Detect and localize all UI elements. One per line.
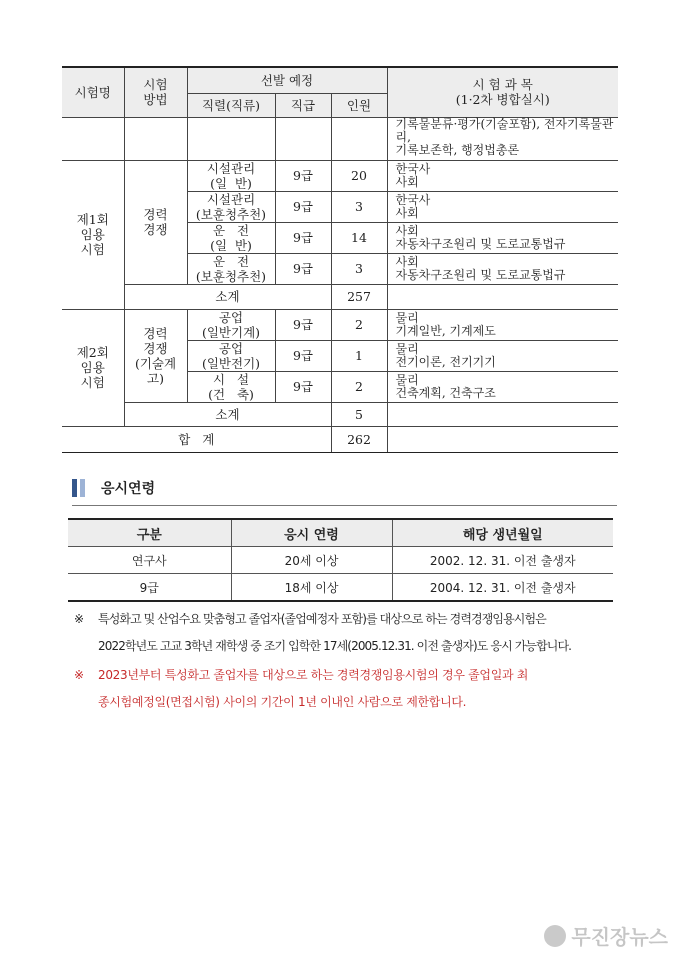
- job-cell: 시설관리 (일 반): [187, 160, 275, 191]
- grade-cell: 9급: [275, 371, 331, 402]
- header-exam-method-text: 시험 방법: [143, 77, 168, 108]
- grade-cell: 9급: [275, 160, 331, 191]
- round1-name: 제1회 임용 시험: [62, 160, 124, 309]
- table-row: [68, 574, 613, 602]
- job-cell: 시설관리 (보훈청추천): [187, 191, 275, 222]
- round2-method: 경력 경쟁 (기술계고): [124, 309, 187, 402]
- count-cell: 3: [331, 191, 387, 222]
- header-selection-plan: 선발 예정: [187, 67, 387, 93]
- age-section-heading: [72, 478, 155, 498]
- header-subjects-note: (1·2차 병합실시): [455, 92, 550, 108]
- total-label: 합 계: [62, 426, 331, 452]
- total-row: [62, 426, 618, 452]
- subjects-cell: 한국사 사회: [387, 160, 618, 191]
- age-table: [68, 518, 613, 602]
- job-cell: 운 전 (보훈청추천): [187, 253, 275, 284]
- header-subjects: [387, 67, 618, 117]
- note1-line1: 특성화고 및 산업수요 맞춤형고 졸업자(졸업예정자 포함)를 대상으로 하는 경력경쟁임용시험은: [98, 612, 546, 626]
- age-cell: 18세 이상: [231, 574, 392, 602]
- age-section-title: 응시연령: [101, 481, 156, 497]
- truncated-subjects: 기록물분류·평가(기술포함), 전자기록물관리, 기록보존학, 행정법총론: [387, 117, 618, 160]
- age-cell: 9급: [68, 574, 231, 602]
- grade-cell: 9급: [275, 253, 331, 284]
- round2-subtotal: 5: [331, 402, 387, 426]
- age-cell: 2004. 12. 31. 이전 출생자: [392, 574, 613, 602]
- age-header-birthdate: 해당 생년월일: [392, 519, 613, 547]
- round1-subtotal-label: 소계: [124, 284, 331, 309]
- age-cell: 2002. 12. 31. 이전 출생자: [392, 547, 613, 574]
- exam-schedule-table: [62, 66, 618, 453]
- note2-line1: 2023년부터 특성화고 졸업자를 대상으로 하는 경력경쟁임용시험의 경우 졸업일과 최: [98, 668, 529, 682]
- note-mark: ※: [74, 668, 85, 682]
- note-line: [74, 662, 624, 689]
- subtotal-row: [62, 284, 618, 309]
- subjects-cell: 물리 전기이론, 전기기기: [387, 340, 618, 371]
- job-cell: 운 전 (일 반): [187, 222, 275, 253]
- subtotal-row: [62, 402, 618, 426]
- header-exam-method: [124, 67, 187, 117]
- age-cell: 연구사: [68, 547, 231, 574]
- job-cell: 시 설 (건 축): [187, 371, 275, 402]
- subjects-cell: 사회 자동차구조원리 및 도로교통법규: [387, 253, 618, 284]
- age-cell: 20세 이상: [231, 547, 392, 574]
- section-bar-icon: [80, 479, 85, 497]
- note2-line2: 종시험예정일(면접시험) 사이의 기간이 1년 이내인 사람으로 제한합니다.: [98, 695, 467, 709]
- round2-subtotal-label: 소계: [124, 402, 331, 426]
- count-cell: 2: [331, 309, 387, 340]
- note-restriction: [74, 662, 624, 716]
- header-headcount: 인원: [331, 93, 387, 117]
- table-row: [62, 309, 618, 340]
- round1-subtotal: 257: [331, 284, 387, 309]
- count-cell: 3: [331, 253, 387, 284]
- watermark: [544, 921, 668, 950]
- grade-cell: 9급: [275, 222, 331, 253]
- grade-cell: 9급: [275, 340, 331, 371]
- header-subjects-title: 시 험 과 목: [472, 77, 533, 93]
- watermark-text: 무진장뉴스: [571, 925, 668, 949]
- round1-method: 경력 경쟁: [124, 160, 187, 284]
- job-cell: 공업 (일반기계): [187, 309, 275, 340]
- table-row: [68, 547, 613, 574]
- count-cell: 14: [331, 222, 387, 253]
- subjects-cell: 물리 건축계획, 건축구조: [387, 371, 618, 402]
- job-cell: 공업 (일반전기): [187, 340, 275, 371]
- note-line: [74, 606, 624, 633]
- header-job-series: 직렬(직류): [187, 93, 275, 117]
- section-divider: [72, 505, 617, 506]
- note1-line2: 2022학년도 고교 3학년 재학생 중 조기 입학한 17세(2005.12.31. 이전 출생자)도 응시 가능합니다.: [98, 639, 572, 653]
- header-grade: 직급: [275, 93, 331, 117]
- age-header-category: 구분: [68, 519, 231, 547]
- grade-cell: 9급: [275, 191, 331, 222]
- truncated-row: [62, 117, 618, 160]
- grade-cell: 9급: [275, 309, 331, 340]
- total-count: 262: [331, 426, 387, 452]
- note-eligibility: [74, 606, 624, 660]
- note-mark: ※: [74, 612, 85, 626]
- header-exam-name: 시험명: [62, 67, 124, 117]
- count-cell: 2: [331, 371, 387, 402]
- subjects-cell: 사회 자동차구조원리 및 도로교통법규: [387, 222, 618, 253]
- age-header-age: 응시 연령: [231, 519, 392, 547]
- subjects-cell: 한국사 사회: [387, 191, 618, 222]
- table-row: [62, 160, 618, 191]
- section-bar-icon: [72, 479, 77, 497]
- count-cell: 1: [331, 340, 387, 371]
- round2-name: 제2회 임용 시험: [62, 309, 124, 426]
- count-cell: 20: [331, 160, 387, 191]
- subjects-cell: 물리 기계일반, 기계제도: [387, 309, 618, 340]
- watermark-logo-icon: [544, 925, 566, 947]
